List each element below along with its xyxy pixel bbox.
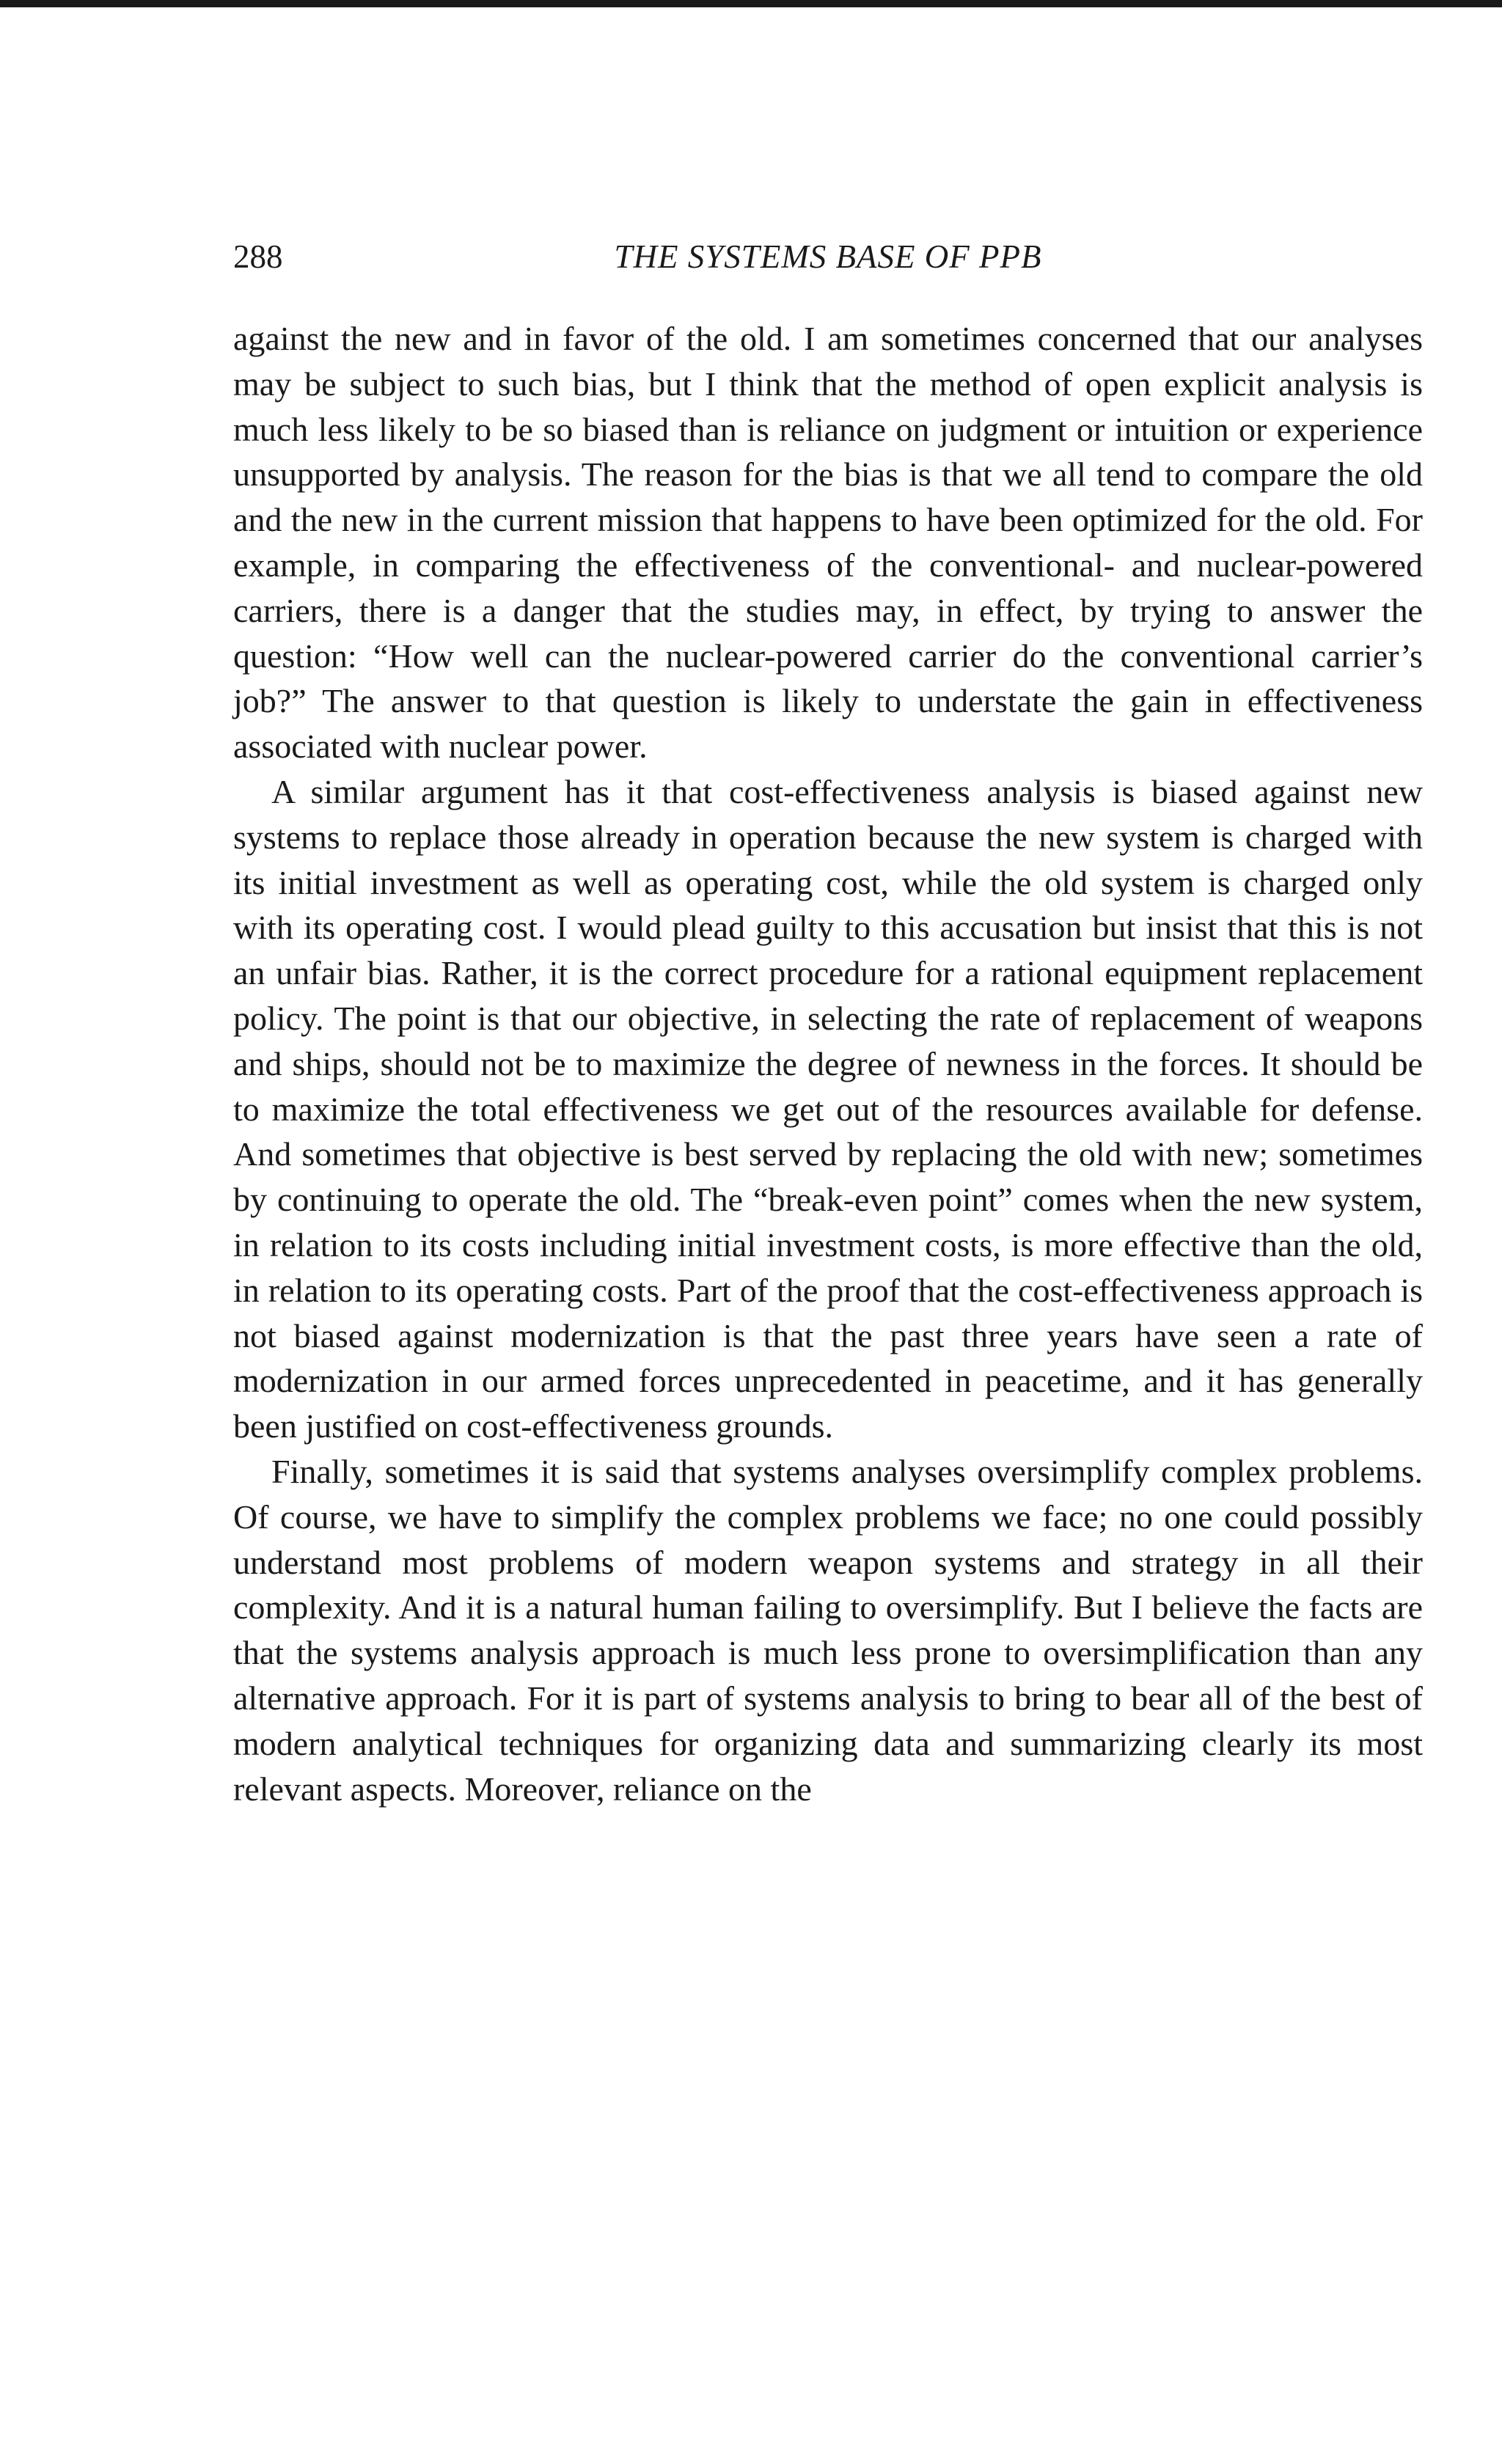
page-header [233,235,1423,279]
paragraph-finally: Finally, sometimes it is said that systems analyses oversimplify complex problems. Of course, we have to simplify the complex problems we face; no one could possibly understand most problems of modern weapon systems and strategy in all their complexity. And it is a natural human failing to oversimplify. But I believe the facts are that the systems analysis approach is much less prone to oversimplification than any alternative approach. For it is part of systems analysis to bring to bear all of the best of modern analytical techniques for organizing data and summarizing clearly its most relevant aspects. Moreover, reliance on the [233,1452,1423,1808]
paragraph-similar-argument: A similar argument has it that cost-effectiveness analysis is biased against new systems to replace those already in operation because the new system is charged with its initial investment as well as operating cost, while the old system is charged only with its operating cost. I would plead guilty to this accusation but insist that this is not an unfair bias. Rather, it is the correct procedure for a rational equipment replacement policy. The point is that our objective, in selecting the rate of replacement of weapons and ships, should not be to maximize the degree of newness in the forces. It should be to maximize the total effectiveness we get out of the resources available for defense. And sometimes that objective is best served by replacing the old with new; sometimes by continuing to operate the old. The “break-even point” comes when the new system, in relation to its costs including initial investment costs, is more effective than the old, in relation to its operating costs. Part of the proof that the cost-effectiveness approach is not biased against modernization is that the past three years have seen a rate of modernization in our armed forces unprecedented in peacetime, and it has generally been justified on cost-effectiveness grounds. [233,772,1423,1445]
paragraph-continued: against the new and in favor of the old. I am sometimes concerned that our analyses may be subject to such bias, but I think that the method of open explicit analysis is much less likely to be so biased than is reliance on judgment or intuition or experience unsupported by analysis. The reason for the bias is that we all tend to compare the old and the new in the current mission that happens to have been optimized for the old. For example, in comparing the effectiveness of the conventional- and nuclear-powered carriers, there is a danger that the studies may, in effect, by trying to answer the question: “How well can the nuclear-powered carrier do the conventional carrier’s job?” The answer to that question is likely to understate the gain in effectiveness associated with nuclear power. [233,320,1423,766]
top-border-rule [0,0,1502,7]
running-title: THE SYSTEMS BASE OF PPB [614,238,1042,275]
page-number: 288 [233,238,283,275]
body-text [233,316,1423,1811]
